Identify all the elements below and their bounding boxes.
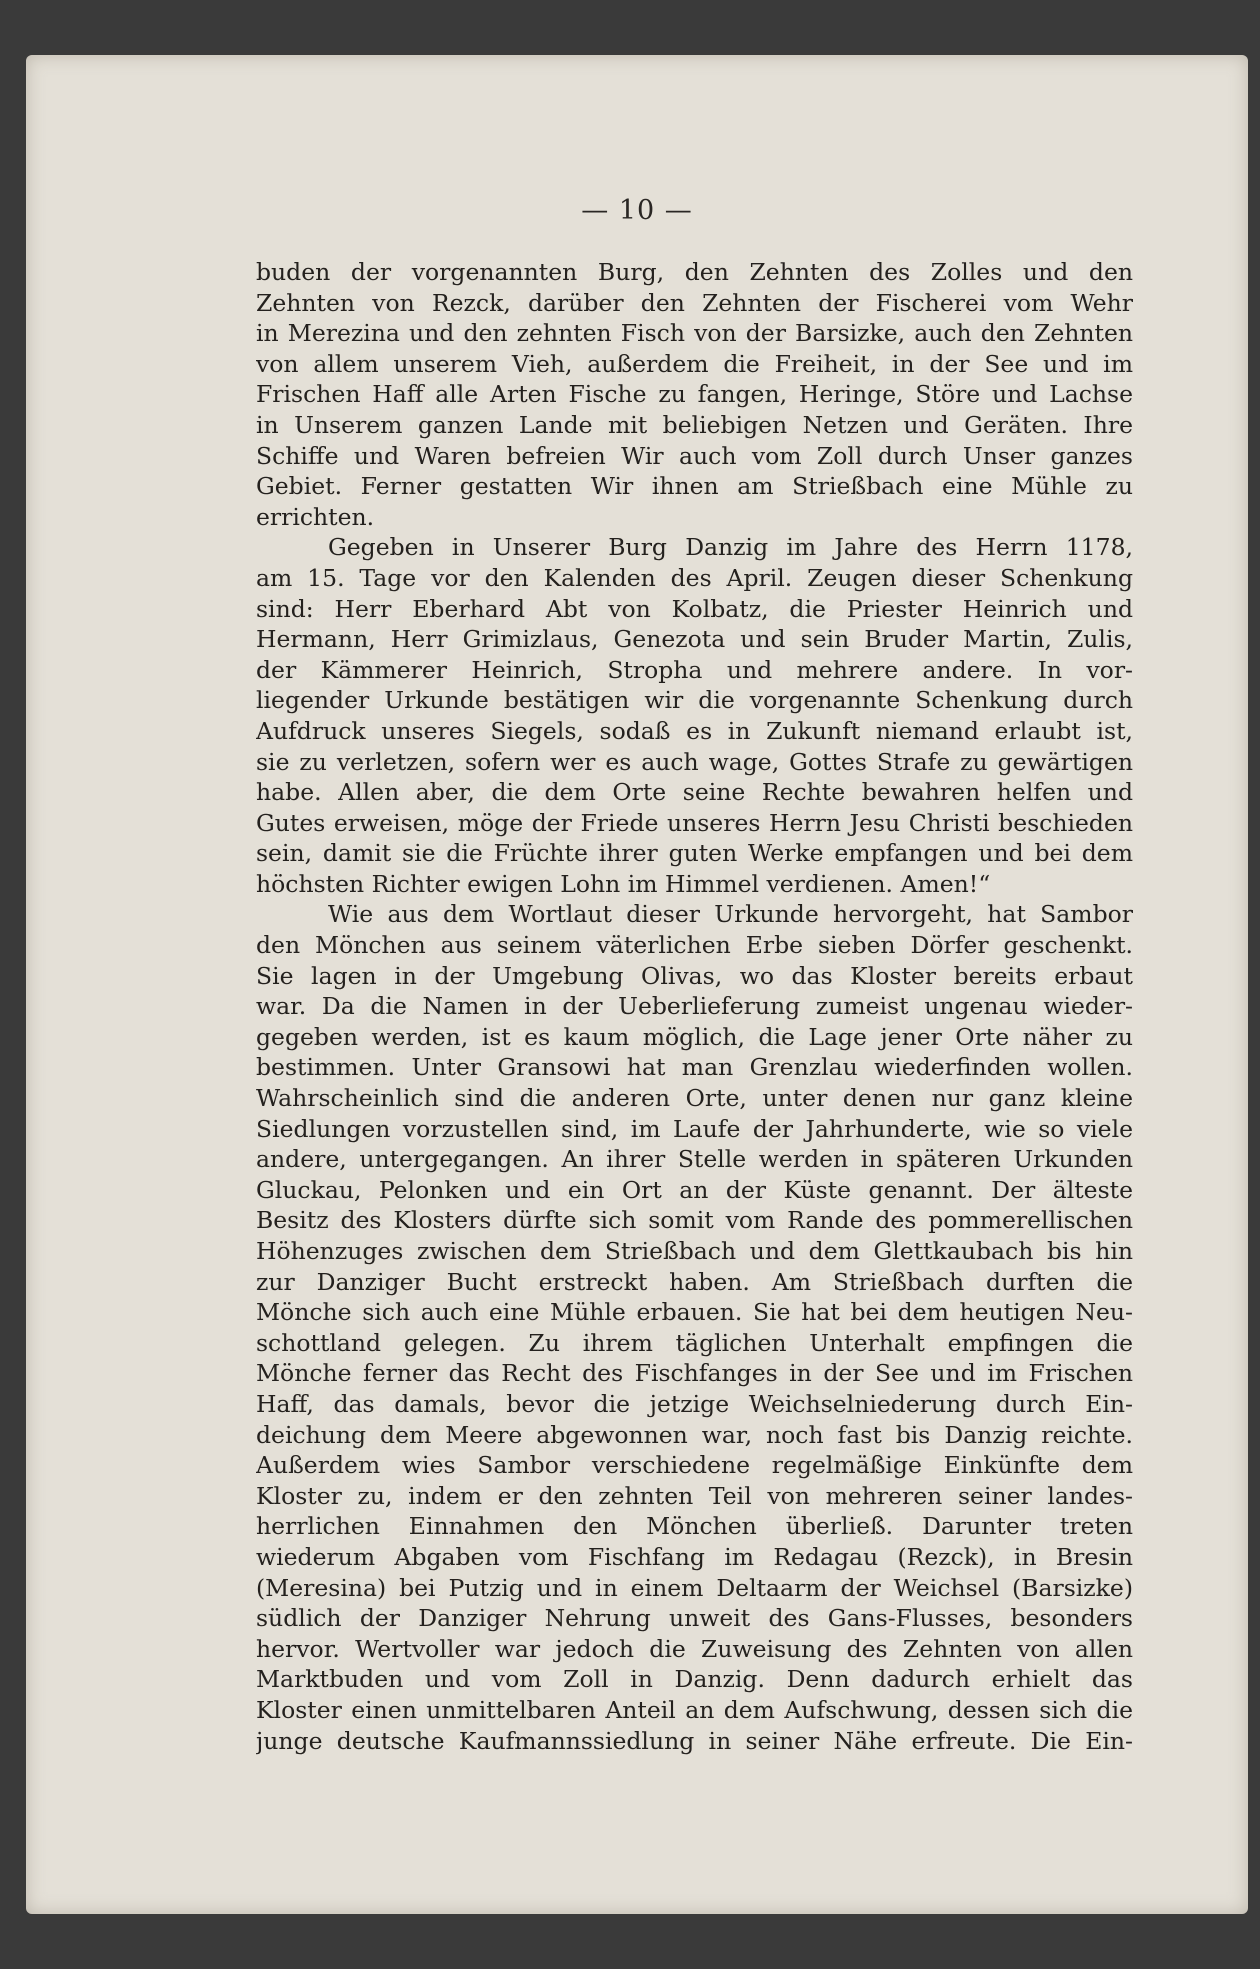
page-number: — 10 — bbox=[581, 195, 693, 226]
text-line: war. Da die Namen in der Ueberlieferung zumeist ungenau wieder- bbox=[256, 992, 1133, 1021]
text-line: liegender Urkunde bestätigen wir die vorgenannte Schenkung durch bbox=[256, 686, 1133, 715]
body-text bbox=[256, 257, 1133, 1756]
text-line: junge deutsche Kaufmannssiedlung in seiner Nähe erfreute. Die Ein- bbox=[256, 1726, 1133, 1755]
text-line: gegeben werden, ist es kaum möglich, die Lage jener Orte näher zu bbox=[256, 1022, 1133, 1051]
text-line: schottland gelegen. Zu ihrem täglichen Unterhalt empfingen die bbox=[256, 1328, 1133, 1357]
text-line: von allem unserem Vieh, außerdem die Freiheit, in der See und im bbox=[256, 349, 1133, 378]
text-line: sein, damit sie die Früchte ihrer guten Werke empfangen und bei dem bbox=[256, 839, 1133, 868]
text-line: Gegeben in Unserer Burg Danzig im Jahre des Herrn 1178, bbox=[328, 533, 1133, 562]
text-line: Aufdruck unseres Siegels, sodaß es in Zukunft niemand erlaubt ist, bbox=[256, 716, 1133, 745]
text-line: Marktbuden und vom Zoll in Danzig. Denn dadurch erhielt das bbox=[256, 1665, 1133, 1694]
text-line: zur Danziger Bucht erstreckt haben. Am Strießbach durften die bbox=[256, 1267, 1133, 1296]
text-line: südlich der Danziger Nehrung unweit des Gans-Flusses, besonders bbox=[256, 1604, 1133, 1633]
text-line: Schiffe und Waren befreien Wir auch vom Zoll durch Unser ganzes bbox=[256, 441, 1133, 470]
text-line: Wahrscheinlich sind die anderen Orte, unter denen nur ganz kleine bbox=[256, 1084, 1133, 1113]
text-line: herrlichen Einnahmen den Mönchen überließ. Darunter treten bbox=[256, 1512, 1133, 1541]
text-line: (Meresina) bei Putzig und in einem Deltaarm der Weichsel (Barsizke) bbox=[256, 1573, 1133, 1602]
text-line: in Merezina und den zehnten Fisch von der Barsizke, auch den Zehnten bbox=[256, 319, 1133, 348]
text-line: buden der vorgenannten Burg, den Zehnten des Zolles und den bbox=[256, 258, 1133, 286]
text-line: Sie lagen in der Umgebung Olivas, wo das Kloster bereits erbaut bbox=[256, 961, 1133, 990]
text-line: Außerdem wies Sambor verschiedene regelmäßige Einkünfte dem bbox=[256, 1451, 1133, 1480]
text-line: Kloster zu, indem er den zehnten Teil von mehreren seiner landes- bbox=[256, 1481, 1133, 1510]
text-line: Haff, das damals, bevor die jetzige Weichselniederung durch Ein- bbox=[256, 1389, 1133, 1418]
text-line: sie zu verletzen, sofern wer es auch wage, Gottes Strafe zu gewärtigen bbox=[256, 747, 1133, 776]
text-line: wiederum Abgaben vom Fischfang im Redagau (Rezck), in Bresin bbox=[256, 1542, 1133, 1571]
text-line: den Mönchen aus seinem väterlichen Erbe sieben Dörfer geschenkt. bbox=[256, 931, 1133, 960]
text-line: der Kämmerer Heinrich, Stropha und mehrere andere. In vor- bbox=[256, 655, 1133, 684]
text-line: hervor. Wertvoller war jedoch die Zuweisung des Zehnten von allen bbox=[256, 1634, 1133, 1663]
text-line: Gutes erweisen, möge der Friede unseres Herrn Jesu Christi beschieden bbox=[256, 808, 1133, 837]
text-line: Kloster einen unmittelbaren Anteil an dem Aufschwung, dessen sich die bbox=[256, 1695, 1133, 1724]
text-line: Gluckau, Pelonken und ein Ort an der Küste genannt. Der älteste bbox=[256, 1175, 1133, 1204]
text-line: Frischen Haff alle Arten Fische zu fangen, Heringe, Störe und Lachse bbox=[256, 380, 1133, 409]
text-line: höchsten Richter ewigen Lohn im Himmel verdienen. Amen!“ bbox=[256, 869, 991, 898]
text-line: Mönche ferner das Recht des Fischfanges in der See und im Frischen bbox=[256, 1359, 1133, 1388]
text-line: Besitz des Klosters dürfte sich somit vom Rande des pommerellischen bbox=[256, 1206, 1133, 1235]
text-line: Siedlungen vorzustellen sind, im Laufe der Jahrhunderte, wie so viele bbox=[256, 1114, 1133, 1143]
text-line: am 15. Tage vor den Kalenden des April. Zeugen dieser Schenkung bbox=[256, 563, 1133, 592]
book-page bbox=[26, 55, 1248, 1914]
text-line: Zehnten von Rezck, darüber den Zehnten der Fischerei vom Wehr bbox=[256, 288, 1133, 317]
text-line: Gebiet. Ferner gestatten Wir ihnen am Strießbach eine Mühle zu bbox=[256, 472, 1133, 501]
text-line: deichung dem Meere abgewonnen war, noch fast bis Danzig reichte. bbox=[256, 1420, 1133, 1449]
text-line: Hermann, Herr Grimizlaus, Genezota und sein Bruder Martin, Zulis, bbox=[256, 625, 1133, 654]
text-line: Wie aus dem Wortlaut dieser Urkunde hervorgeht, hat Sambor bbox=[328, 900, 1133, 929]
text-line: errichten. bbox=[256, 502, 375, 531]
text-line: andere, untergegangen. An ihrer Stelle werden in späteren Urkunden bbox=[256, 1145, 1133, 1174]
text-line: Höhenzuges zwischen dem Strießbach und dem Glettkaubach bis hin bbox=[256, 1237, 1133, 1265]
text-line: in Unserem ganzen Lande mit beliebigen Netzen und Geräten. Ihre bbox=[256, 410, 1133, 439]
text-line: sind: Herr Eberhard Abt von Kolbatz, die Priester Heinrich und bbox=[256, 594, 1133, 623]
text-line: habe. Allen aber, die dem Orte seine Rechte bewahren helfen und bbox=[256, 778, 1133, 807]
text-line: Mönche sich auch eine Mühle erbauen. Sie hat bei dem heutigen Neu- bbox=[256, 1298, 1133, 1327]
text-line: bestimmen. Unter Gransowi hat man Grenzlau wiederfinden wollen. bbox=[256, 1053, 1133, 1082]
